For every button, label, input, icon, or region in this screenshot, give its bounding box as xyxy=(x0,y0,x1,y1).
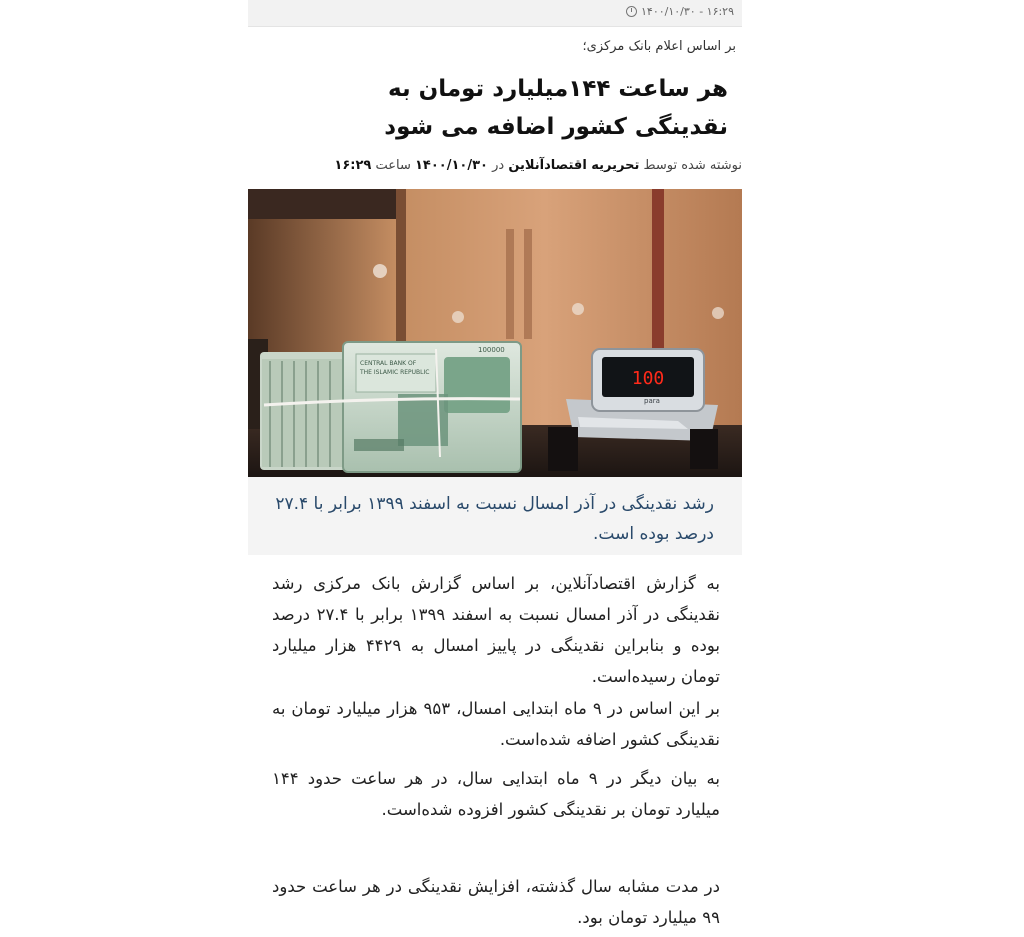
clock-icon xyxy=(626,6,637,17)
banknote-legend: CENTRAL BANK OF xyxy=(360,360,417,367)
paragraph-4: در مدت مشابه سال گذشته، افزایش نقدینگی در هر ساعت حدود ۹۹ میلیارد تومان بود. xyxy=(272,877,720,927)
money-counter-illustration xyxy=(248,189,742,477)
timestamp-text: ۱۴۰۰/۱۰/۳۰ - ۱۶:۲۹ xyxy=(641,5,734,18)
banknote-value: 100000 xyxy=(478,346,505,354)
banknote-legend-2: THE ISLAMIC REPUBLIC xyxy=(360,369,430,376)
article-photo xyxy=(248,189,742,477)
caption-text: رشد نقدینگی در آذر امسال نسبت به اسفند ۱۳۹۹ برابر با ۲۷.۴ درصد بوده است. xyxy=(275,494,714,544)
banknote-stack xyxy=(260,342,521,472)
time-label: ساعت xyxy=(375,158,411,173)
in-label: در xyxy=(492,158,505,173)
counter-brand: para xyxy=(644,397,660,405)
article-subtitle: بر اساس اعلام بانک مرکزی؛ xyxy=(582,39,736,54)
written-by-label: نوشته شده توسط xyxy=(643,158,742,173)
image-caption xyxy=(248,477,742,555)
timestamp xyxy=(626,5,734,18)
publish-date: ۱۴۰۰/۱۰/۳۰ xyxy=(415,158,488,173)
paragraph-1: به گزارش اقتصادآنلاین، بر اساس گزارش بانک مرکزی رشد نقدینگی در آذر امسال نسبت به اسفند ۱۳۹۹ برابر با ۲۷.۴ درصد بوده و بنابراین نقدینگی در پاییز امسال به ۴۴۲۹ هزار میلیارد تومان رسیده‌است. xyxy=(272,574,721,686)
article-column xyxy=(248,0,742,937)
author-link[interactable]: تحریریه اقتصادآنلاین xyxy=(508,158,640,173)
article-title[interactable]: هر ساعت ۱۴۴میلیارد تومان به نقدینگی کشور اضافه می شود xyxy=(384,76,728,140)
paragraph-3: به بیان دیگر در ۹ ماه ابتدایی سال، در هر ساعت حدود ۱۴۴ میلیارد تومان بر نقدینگی کشور افزوده شده‌است. xyxy=(272,769,720,819)
counter-display: 100 xyxy=(631,368,665,389)
paragraph-2: بر این اساس در ۹ ماه ابتدایی امسال، ۹۵۳ هزار میلیارد تومان به نقدینگی کشور اضافه شده‌است. xyxy=(272,699,720,749)
article-meta xyxy=(248,158,742,173)
top-bar xyxy=(248,0,742,27)
publish-time: ۱۶:۲۹ xyxy=(334,158,372,173)
